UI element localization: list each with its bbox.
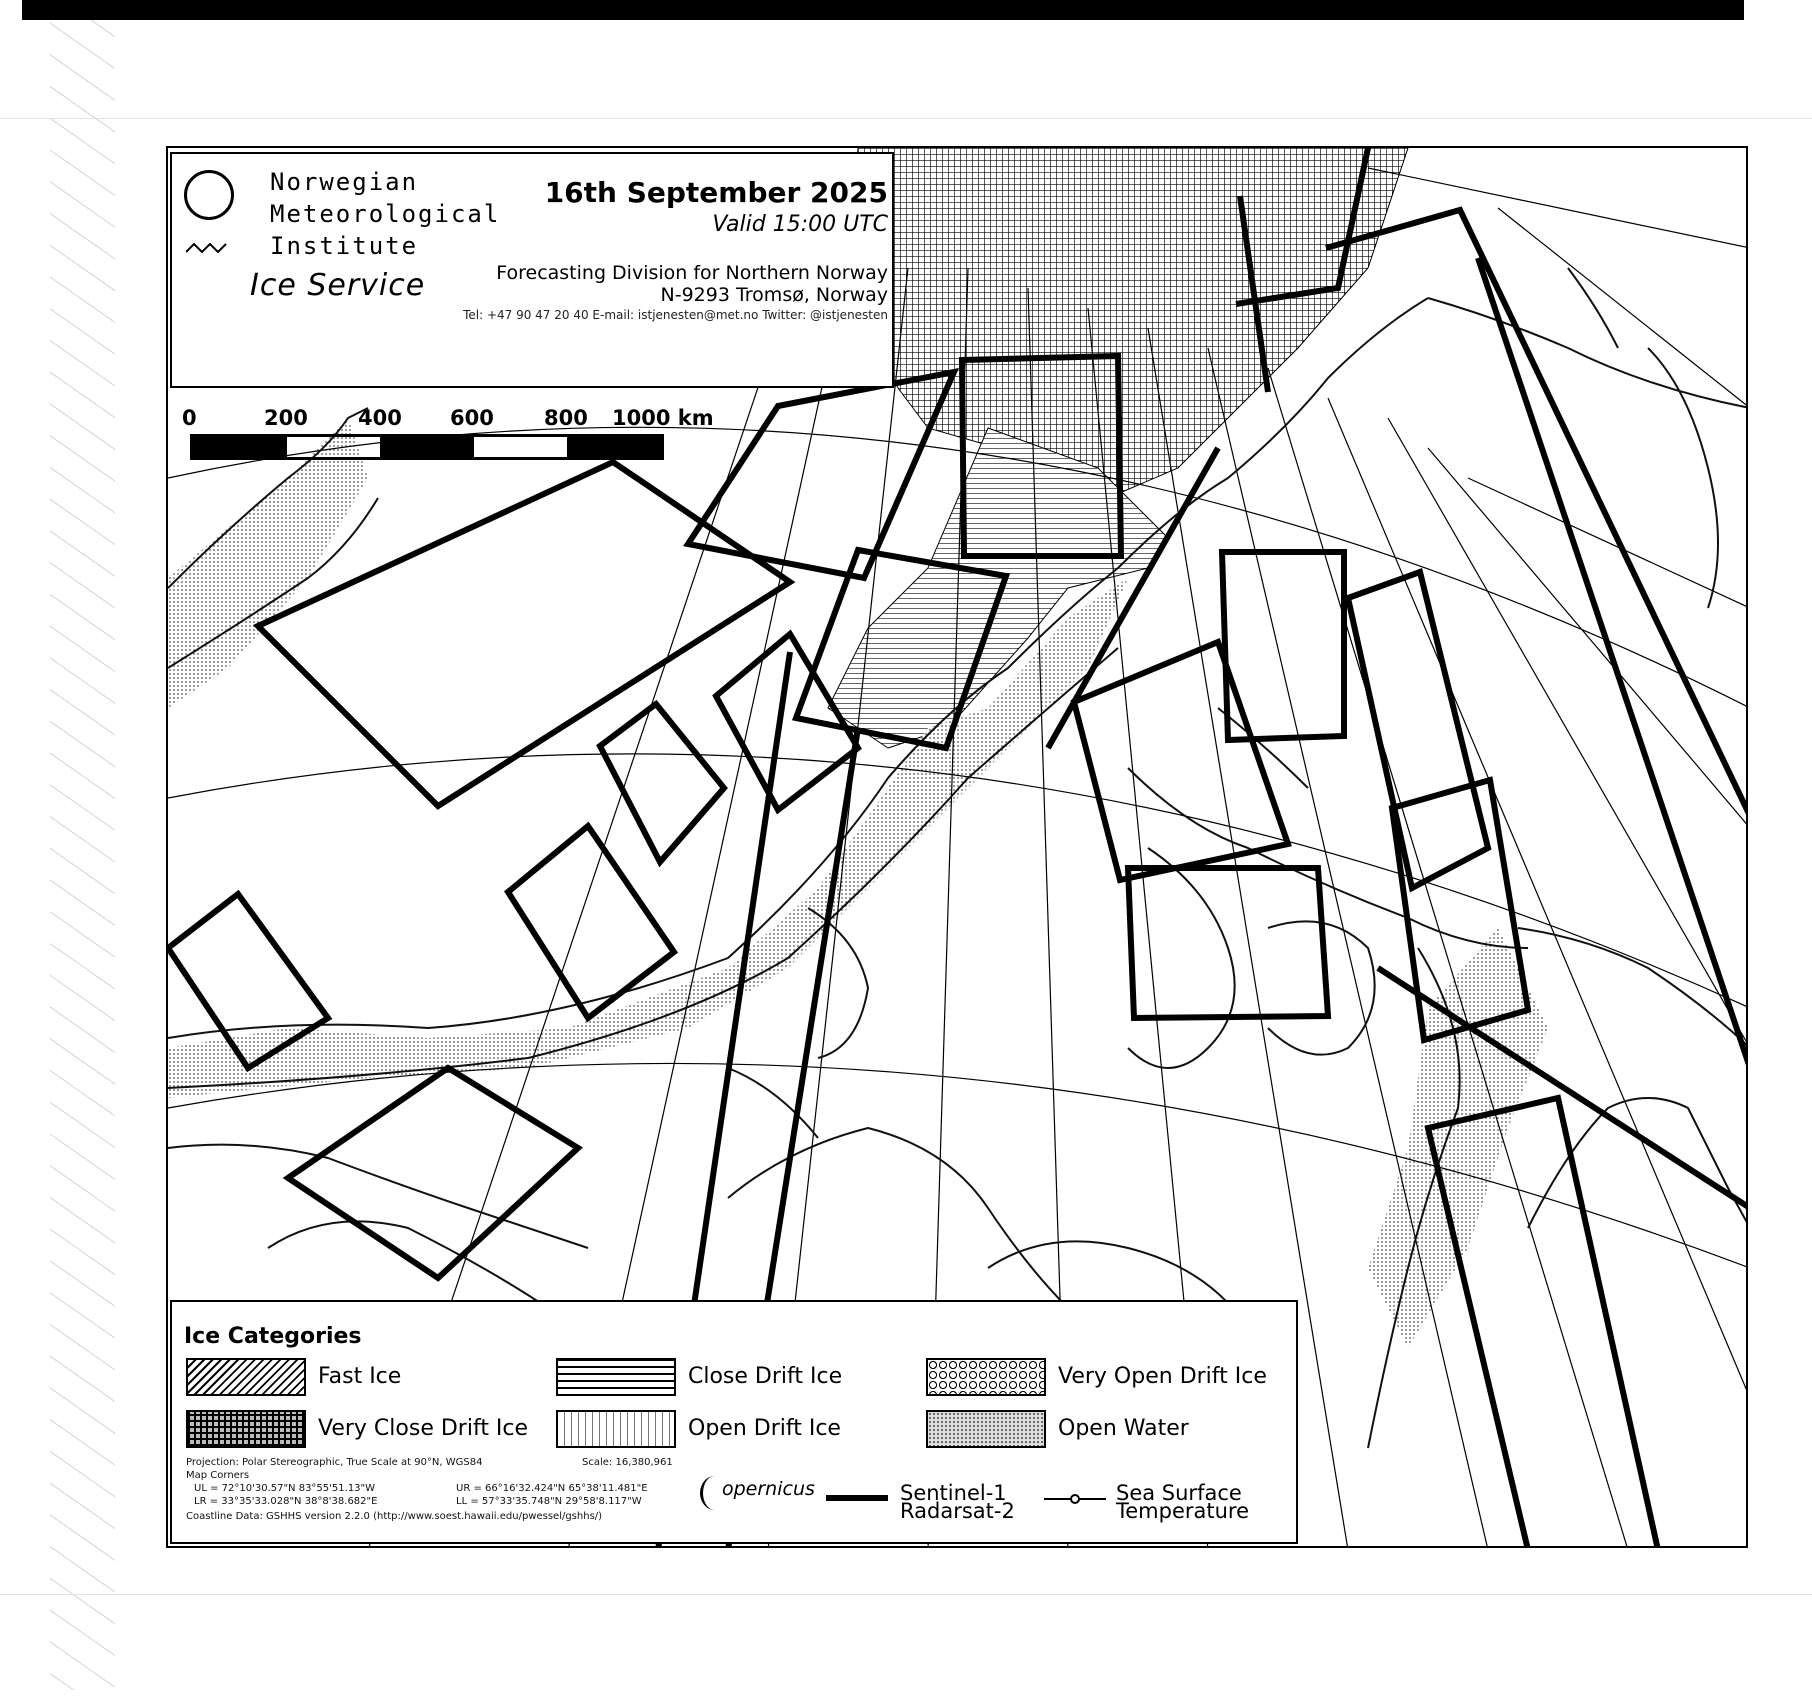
scale-label: 600 bbox=[450, 406, 494, 430]
open-drift-ice-swatch bbox=[556, 1410, 676, 1448]
radarsat-label: Radarsat-2 bbox=[900, 1499, 1015, 1523]
corner-ul: UL = 72°10'30.57"N 83°55'51.13"W bbox=[194, 1483, 376, 1494]
close-drift-ice-swatch bbox=[556, 1358, 676, 1396]
scan-line bbox=[0, 1594, 1812, 1595]
address: N-9293 Tromsø, Norway bbox=[660, 284, 888, 306]
coastline-source: Coastline Data: GSHHS version 2.2.0 (http://www.soest.hawaii.edu/pwessel/gshhs/) bbox=[186, 1511, 603, 1522]
chart-date: 16th September 2025 bbox=[544, 176, 888, 209]
corner-ur: UR = 66°16'32.424"N 65°38'11.481"E bbox=[456, 1483, 648, 1494]
legend-category-label: Open Drift Ice bbox=[688, 1416, 841, 1441]
legend-title: Ice Categories bbox=[184, 1324, 362, 1349]
scale-label: 1000 km bbox=[612, 406, 714, 430]
top-border-bar bbox=[22, 0, 1744, 20]
scan-line bbox=[0, 118, 1812, 119]
scale-label: 200 bbox=[264, 406, 308, 430]
scale-label: 400 bbox=[358, 406, 402, 430]
copernicus-label: opernicus bbox=[722, 1478, 815, 1500]
scale-labels bbox=[182, 406, 722, 430]
legend-category-label: Very Open Drift Ice bbox=[1058, 1364, 1267, 1389]
sst-label: Temperature bbox=[1116, 1499, 1250, 1523]
corner-lr: LL = 57°33'35.748"N 29°58'8.117"W bbox=[456, 1496, 642, 1507]
legend-category-label: Open Water bbox=[1058, 1416, 1189, 1441]
sentinel-line-key-icon bbox=[826, 1492, 888, 1504]
very-open-drift-ice-swatch bbox=[926, 1358, 1046, 1396]
sentinel-label: Sentinel-1 bbox=[900, 1481, 1007, 1505]
legend-category-label: Close Drift Ice bbox=[688, 1364, 843, 1389]
map-corners-title: Map Corners bbox=[186, 1470, 250, 1481]
corner-ll: LR = 33°35'33.028"N 38°8'38.682"E bbox=[194, 1496, 378, 1507]
open-water-swatch bbox=[926, 1410, 1046, 1448]
legend-category-label: Very Close Drift Ice bbox=[318, 1416, 529, 1441]
very-close-drift-ice-swatch bbox=[186, 1410, 306, 1448]
scale-label: 0 bbox=[182, 406, 197, 430]
valid-time: Valid 15:00 UTC bbox=[712, 212, 888, 237]
scale-ratio: Scale: 16,380,961 bbox=[582, 1457, 673, 1468]
sst-line-key-icon bbox=[1044, 1492, 1106, 1506]
scale-label: 800 bbox=[544, 406, 588, 430]
met-logo-circle-icon bbox=[184, 170, 234, 220]
service-name: Ice Service bbox=[250, 268, 426, 303]
arctic-ice-region bbox=[848, 148, 1408, 498]
contact-info: Tel: +47 90 47 20 40 E-mail: istjenesten@met.no Twitter: @istjenesten bbox=[463, 308, 888, 322]
division-name: Forecasting Division for Northern Norway bbox=[496, 262, 888, 284]
organization-name: Norwegian Meteorological Institute bbox=[270, 168, 501, 260]
fast-ice-swatch bbox=[186, 1358, 306, 1396]
open-water-band bbox=[168, 418, 368, 708]
scale-bar bbox=[190, 434, 664, 460]
met-logo-wave-icon bbox=[186, 240, 230, 256]
sst-label: Sea Surface bbox=[1116, 1481, 1242, 1505]
projection-info: Projection: Polar Stereographic, True Scale at 90°N, WGS84 bbox=[186, 1457, 483, 1468]
page-edge-hatch bbox=[50, 20, 115, 1690]
legend-category-label: Fast Ice bbox=[318, 1364, 402, 1389]
